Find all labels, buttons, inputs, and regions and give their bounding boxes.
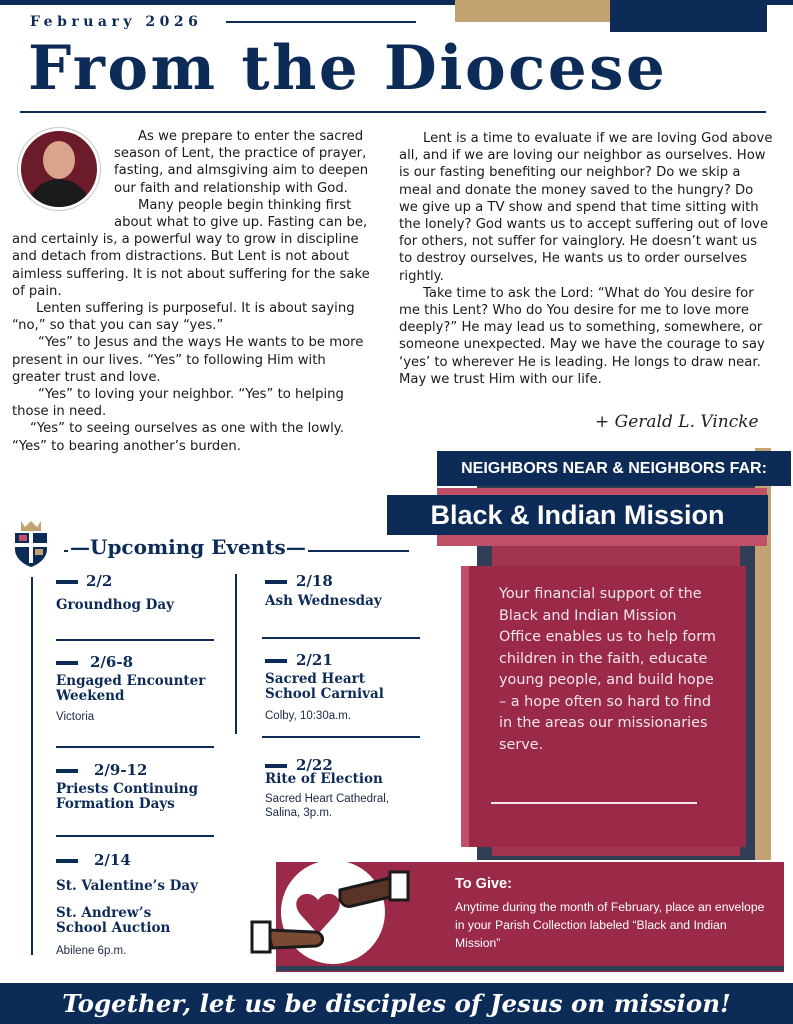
event-dash — [265, 659, 287, 663]
header-navy-block — [610, 0, 767, 32]
event-date: 2/2 — [86, 572, 113, 590]
event-date: 2/22 — [296, 756, 333, 774]
event-detail: Sacred Heart Cathedral, Salina, 3p.m. — [265, 793, 390, 819]
date-rule — [226, 21, 416, 23]
event-divider — [56, 746, 214, 748]
mission-title: Black & Indian Mission — [387, 495, 768, 535]
page-title: From the Diocese — [28, 33, 668, 104]
event-date: 2/18 — [296, 572, 333, 590]
event-name: Groundhog Day — [56, 597, 174, 613]
letter-right-column — [399, 130, 774, 388]
portrait-shoulders — [27, 179, 91, 210]
event-name-secondary: St. Andrew’s School Auction — [56, 905, 171, 936]
event-dash — [56, 769, 78, 773]
mission-kicker: NEIGHBORS NEAR & NEIGHBORS FAR: — [437, 451, 791, 486]
letter-paragraph: Many people begin thinking first about what to give up. Fasting can be, and certainly is, a powerful way to grow in discipline and detach from distractions. But Lent is not about aimless suffering. It is not about suffering for the sake of pain. — [12, 197, 370, 299]
to-give-text: Anytime during the month of February, place an envelope in your Parish Collection labeled “Black and Indian Mission” — [455, 900, 765, 950]
event-dash — [56, 580, 78, 584]
events-center-rule — [235, 574, 237, 734]
hands-heart-icon — [248, 852, 438, 972]
letter-paragraph: Lenten suffering is purposeful. It is about saying “no,” so that you can say “yes.” — [12, 301, 355, 334]
events-header: —Upcoming Events— — [70, 535, 306, 559]
event-detail: Victoria — [56, 711, 95, 723]
footer-tagline: Together, let us be disciples of Jesus on mission! — [62, 989, 731, 1018]
to-give-title: To Give: — [455, 876, 512, 892]
event-divider — [262, 637, 420, 639]
diocese-crest-icon — [11, 519, 51, 567]
event-date: 2/14 — [94, 851, 131, 869]
event-name: Priests Continuing Formation Days — [56, 781, 199, 812]
events-left-rule — [31, 577, 33, 955]
letter-paragraph: “Yes” to Jesus and the ways He wants to be more present in our lives. “Yes” to following Him with greater trust and love. — [12, 335, 364, 385]
letter-paragraph: “Yes” to seeing ourselves as one with the lowly. “Yes” to bearing another’s burden. — [12, 421, 344, 454]
event-dash — [56, 661, 78, 665]
event-name: St. Valentine’s Day — [56, 878, 198, 894]
events-header-label: Upcoming Events — [90, 535, 286, 559]
event-date: 2/21 — [296, 651, 333, 669]
mission-body: Your financial support of the Black and Indian Mission Office enables us to help form children in the faith, educate young people, and build hope – a hope often so hard to find in the areas our missionaries serve. — [499, 586, 716, 753]
title-rule — [20, 111, 766, 113]
letter-paragraph: As we prepare to enter the sacred season of Lent, the practice of prayer, fasting, and almsgiving aim to deepen our faith and relationship with God. — [114, 129, 369, 196]
event-dash — [56, 859, 78, 863]
event-dash — [265, 580, 287, 584]
event-detail: Colby, 10:30a.m. — [265, 710, 352, 722]
event-name: Rite of Election — [265, 771, 383, 787]
letter-left-column — [12, 128, 374, 455]
issue-date: February 2026 — [30, 14, 203, 30]
portrait-face — [43, 141, 75, 179]
mission-rule — [491, 802, 697, 804]
event-divider — [262, 736, 420, 738]
event-name: Engaged Encounter Weekend — [56, 673, 206, 704]
event-date: 2/9-12 — [94, 761, 148, 779]
header-gold-block — [455, 0, 610, 22]
event-name: Ash Wednesday — [265, 593, 382, 609]
event-name: Sacred Heart School Carnival — [265, 671, 384, 702]
bishop-signature: + Gerald L. Vincke — [595, 412, 759, 432]
event-divider — [56, 639, 214, 641]
event-date: 2/6-8 — [90, 653, 134, 671]
event-detail: Abilene 6p.m. — [56, 945, 127, 957]
bishop-portrait — [18, 128, 100, 210]
letter-paragraph: “Yes” to loving your neighbor. “Yes” to helping those in need. — [12, 387, 344, 420]
event-divider — [56, 835, 214, 837]
letter-paragraph: Take time to ask the Lord: “What do You desire for me this Lent? Who do You desire for me to love more deeply?” He may lead us to something, somewhere, or someone unexpected. May we have the courage to say ‘yes’ to wherever He is leading. He longs to draw near. May we trust Him with our life. — [399, 285, 765, 387]
letter-paragraph: Lent is a time to evaluate if we are loving God above all, and if we are loving our neighbor as ourselves. How is our fasting benefiting our neighbor? Do we skip a meal and donate the money saved to the hungry? Do we give up a TV show and spend that time sitting with the lonely? God wants us to accept suffering out of love for others, not suffer for vainglory. He doesn’t want us to destroy ourselves, He wants us to order ourselves rightly. — [399, 131, 773, 284]
event-dash — [265, 764, 287, 768]
